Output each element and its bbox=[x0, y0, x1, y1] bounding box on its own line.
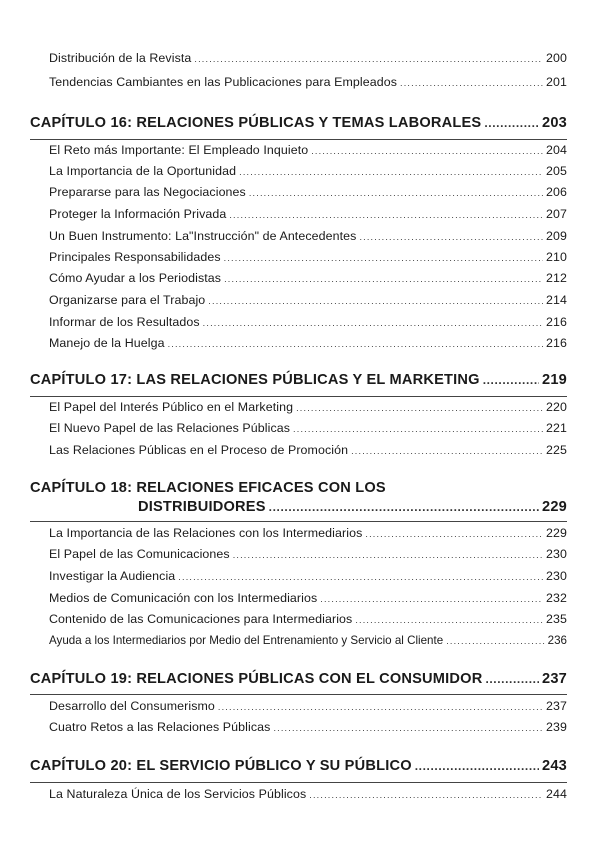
chapter-title: CAPÍTULO 17: LAS RELACIONES PÚBLICAS Y EL MARKETING bbox=[30, 372, 480, 388]
toc-entry bbox=[49, 569, 567, 583]
dot-leader bbox=[485, 672, 539, 686]
toc-entry bbox=[49, 271, 567, 285]
toc-entry bbox=[49, 634, 567, 647]
toc-entry bbox=[49, 143, 567, 157]
chapter-heading bbox=[30, 372, 567, 388]
entry-page: 239 bbox=[546, 720, 567, 734]
chapter-rule bbox=[30, 694, 567, 695]
chapter-page: 219 bbox=[542, 372, 567, 388]
entry-title: Un Buen Instrumento: La"Instrucción" de Antecedentes bbox=[49, 229, 357, 243]
chapter-page: 243 bbox=[542, 758, 567, 774]
entry-page: 237 bbox=[546, 699, 567, 713]
chapter-rule bbox=[30, 396, 567, 397]
entry-page: 216 bbox=[546, 315, 567, 329]
dot-leader bbox=[178, 572, 543, 582]
entry-title: Cuatro Retos a las Relaciones Públicas bbox=[49, 720, 271, 734]
dot-leader bbox=[208, 296, 543, 306]
dot-leader bbox=[309, 790, 543, 800]
dot-leader bbox=[218, 702, 543, 712]
dot-leader bbox=[203, 318, 543, 328]
dot-leader bbox=[194, 54, 543, 64]
chapter-rule bbox=[30, 521, 567, 522]
toc-entry bbox=[49, 293, 567, 307]
entry-page: 206 bbox=[546, 185, 567, 199]
entry-page: 221 bbox=[546, 421, 567, 435]
chapter-rule bbox=[30, 139, 567, 140]
chapter-heading-continued bbox=[30, 499, 567, 515]
toc-entry bbox=[49, 207, 567, 221]
entry-title: Distribución de la Revista bbox=[49, 51, 192, 65]
entry-page: 235 bbox=[546, 612, 567, 626]
entry-page: 229 bbox=[546, 526, 567, 540]
dot-leader bbox=[320, 594, 543, 604]
dot-leader bbox=[269, 500, 539, 514]
entry-title: La Naturaleza Única de los Servicios Públicos bbox=[49, 787, 307, 801]
toc-entry bbox=[49, 612, 567, 626]
entry-title: El Papel del Interés Público en el Marketing bbox=[49, 400, 294, 414]
entry-page: 209 bbox=[546, 229, 567, 243]
toc-entry bbox=[49, 787, 567, 801]
entry-title: El Papel de las Comunicaciones bbox=[49, 547, 230, 561]
entry-page: 205 bbox=[546, 164, 567, 178]
toc-entry bbox=[49, 185, 567, 199]
chapter-title: CAPÍTULO 18: RELACIONES EFICACES CON LOS bbox=[30, 480, 386, 496]
chapter-heading bbox=[30, 480, 567, 496]
entry-page: 204 bbox=[546, 143, 567, 157]
dot-leader bbox=[311, 146, 543, 156]
chapter-title: CAPÍTULO 20: EL SERVICIO PÚBLICO Y SU PÚBLICO bbox=[30, 758, 412, 774]
entry-page: 214 bbox=[546, 293, 567, 307]
chapter-title: CAPÍTULO 16: RELACIONES PÚBLICAS Y TEMAS LABORALES bbox=[30, 115, 482, 131]
entry-page: 201 bbox=[546, 75, 567, 89]
entry-title: Contenido de las Comunicaciones para Intermediarios bbox=[49, 612, 353, 626]
dot-leader bbox=[359, 232, 543, 242]
entry-page: 236 bbox=[547, 634, 567, 647]
entry-title: Desarrollo del Consumerismo bbox=[49, 699, 215, 713]
toc-entry bbox=[49, 315, 567, 329]
entry-title: La Importancia de las Relaciones con los Intermediarios bbox=[49, 526, 363, 540]
entry-title: El Nuevo Papel de las Relaciones Públicas bbox=[49, 421, 291, 435]
entry-page: 232 bbox=[546, 591, 567, 605]
toc-entry bbox=[49, 421, 567, 435]
toc-entry bbox=[49, 336, 567, 350]
entry-title: Principales Responsabilidades bbox=[49, 250, 221, 264]
chapter-heading bbox=[30, 758, 567, 774]
dot-leader bbox=[224, 253, 543, 263]
entry-page: 230 bbox=[546, 547, 567, 561]
dot-leader bbox=[484, 116, 539, 130]
dot-leader bbox=[273, 723, 543, 733]
chapter-title: CAPÍTULO 19: RELACIONES PÚBLICAS CON EL CONSUMIDOR bbox=[30, 671, 483, 687]
toc-entry bbox=[49, 699, 567, 713]
entry-title: Informar de los Resultados bbox=[49, 315, 200, 329]
entry-title: Proteger la Información Privada bbox=[49, 207, 227, 221]
dot-leader bbox=[229, 210, 543, 220]
entry-title: Las Relaciones Públicas en el Proceso de Promoción bbox=[49, 443, 349, 457]
chapter-page: 237 bbox=[542, 671, 567, 687]
dot-leader bbox=[446, 636, 544, 646]
toc-entry bbox=[49, 591, 567, 605]
dot-leader bbox=[168, 339, 543, 349]
toc-entry bbox=[49, 250, 567, 264]
entry-page: 212 bbox=[546, 271, 567, 285]
entry-title: Organizarse para el Trabajo bbox=[49, 293, 206, 307]
entry-page: 220 bbox=[546, 400, 567, 414]
chapter-page: 203 bbox=[542, 115, 567, 131]
entry-page: 200 bbox=[546, 51, 567, 65]
entry-title: Prepararse para las Negociaciones bbox=[49, 185, 246, 199]
toc-entry bbox=[49, 400, 567, 414]
toc-entry bbox=[49, 526, 567, 540]
dot-leader bbox=[233, 550, 543, 560]
entry-page: 207 bbox=[546, 207, 567, 221]
dot-leader bbox=[293, 424, 543, 434]
dot-leader bbox=[400, 78, 543, 88]
toc-entry bbox=[49, 443, 567, 457]
toc-entry bbox=[49, 547, 567, 561]
entry-page: 216 bbox=[546, 336, 567, 350]
dot-leader bbox=[351, 446, 543, 456]
dot-leader bbox=[239, 167, 543, 177]
toc-entry bbox=[49, 164, 567, 178]
entry-title: Manejo de la Huelga bbox=[49, 336, 165, 350]
dot-leader bbox=[483, 373, 539, 387]
chapter-rule bbox=[30, 782, 567, 783]
toc-entry bbox=[49, 51, 567, 65]
dot-leader bbox=[365, 529, 543, 539]
chapter-heading bbox=[30, 115, 567, 131]
entry-title: Tendencias Cambiantes en las Publicaciones para Empleados bbox=[49, 75, 398, 89]
entry-title: El Reto más Importante: El Empleado Inquieto bbox=[49, 143, 309, 157]
entry-page: 244 bbox=[546, 787, 567, 801]
entry-title: Medios de Comunicación con los Intermediarios bbox=[49, 591, 318, 605]
chapter-page: 229 bbox=[542, 499, 567, 515]
chapter-heading bbox=[30, 671, 567, 687]
entry-title: Cómo Ayudar a los Periodistas bbox=[49, 271, 222, 285]
toc-entry bbox=[49, 75, 567, 89]
entry-page: 210 bbox=[546, 250, 567, 264]
entry-title: La Importancia de la Oportunidad bbox=[49, 164, 237, 178]
dot-leader bbox=[224, 274, 543, 284]
toc-entry bbox=[49, 720, 567, 734]
dot-leader bbox=[296, 403, 543, 413]
chapter-title: DISTRIBUIDORES bbox=[138, 499, 266, 515]
dot-leader bbox=[249, 188, 543, 198]
entry-page: 225 bbox=[546, 443, 567, 457]
toc-entry bbox=[49, 229, 567, 243]
dot-leader bbox=[355, 615, 543, 625]
entry-title: Ayuda a los Intermediarios por Medio del Entrenamiento y Servicio al Cliente bbox=[49, 634, 444, 647]
entry-page: 230 bbox=[546, 569, 567, 583]
dot-leader bbox=[415, 759, 539, 773]
entry-title: Investigar la Audiencia bbox=[49, 569, 176, 583]
